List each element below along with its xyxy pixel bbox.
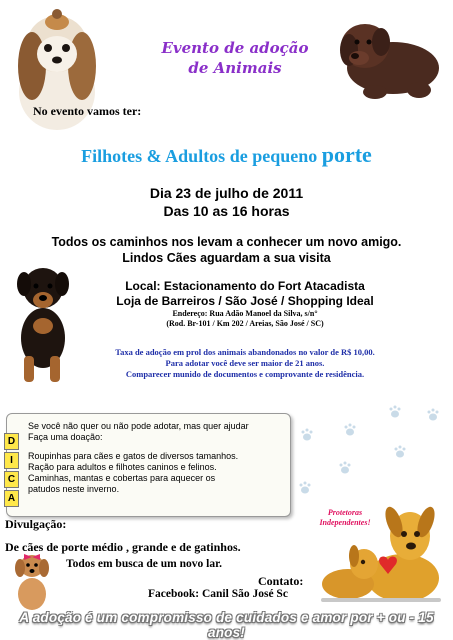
event-title [150,38,320,78]
dica-letter-d: D [4,433,19,450]
headline-highlight: porte [321,142,372,167]
protetoras-line2: Independentes! [319,518,371,527]
labrador-puppy-photo [335,6,447,104]
date-line: Dia 23 de julho de 2011 [149,185,304,201]
event-title-line2: de Animais [188,59,282,77]
small-dog-with-bow-photo [10,548,54,612]
location [80,279,410,309]
footer-slogan: A adoção é um compromisso de cuidados e amor por + ou - 15 anos! [19,610,434,640]
tagline-line1: Todos os caminhos nos levam a conhecer um novo amigo. [51,235,402,249]
location-line1: Local: Estacionamento do Fort Atacadista [125,279,365,293]
hours-line: Das 10 as 16 horas [163,203,290,219]
event-title-line1: Evento de adoção [161,39,309,57]
dica-intro-line2: Faça uma doação: [28,432,103,442]
dica-item: Roupinhas para cães e gatos de diversos tamanhos. [28,451,239,461]
fee-line1: Taxa de adoção em prol dos animais abandonados no valor de R$ 10,00. [115,347,375,357]
dica-letters [4,433,18,509]
address-line2: (Rod. Br-101 / Km 202 / Areias, São José / SC) [166,319,324,328]
divulgacao-label: Divulgação: [5,517,67,531]
headline [0,142,453,168]
dica-intro-line1: Se você não quer ou não pode adotar, mas quer ajudar [28,421,249,431]
fee-line2: Para adotar você deve ser maior de 21 anos. [165,358,325,368]
protetoras-line1: Protetoras [327,508,363,517]
contato-label: Contato: [258,574,304,588]
busca-text: Todos em busca de um novo lar. [66,558,223,570]
headline-main: Filhotes & Adultos de pequeno [81,146,318,166]
dica-letter-i: I [4,452,19,469]
divulgacao-text: De cães de porte médio , grande e de gatinhos. [5,540,241,554]
paw-prints-icon [290,395,450,505]
cartoon-dogs-heart [318,500,446,606]
event-date [0,184,453,220]
intro-text: No evento vamos ter: [33,104,142,118]
fee-line3: Comparecer munido de documentos e comprovante de residência. [125,369,365,379]
tagline-line2: Lindos Cães aguardam a sua visita [122,251,331,265]
dica-item: patudos neste inverno. [28,484,120,494]
dica-letter-a: A [4,490,19,507]
address-line1: Endereço: Rua Adão Manoel da Silva, s/n° [172,309,318,318]
dica-item: Caminhas, mantas e cobertas para aquecer os [28,473,216,483]
dica-letter-c: C [4,471,19,488]
location-line2: Loja de Barreiros / São José / Shopping Ideal [116,294,374,308]
facebook-contact: Facebook: Canil São José Sc [148,588,288,600]
dica-item: Ração para adultos e filhotes caninos e felinos. [28,462,217,472]
dica-text [28,421,286,495]
fee-info [60,347,430,380]
address [80,309,410,329]
